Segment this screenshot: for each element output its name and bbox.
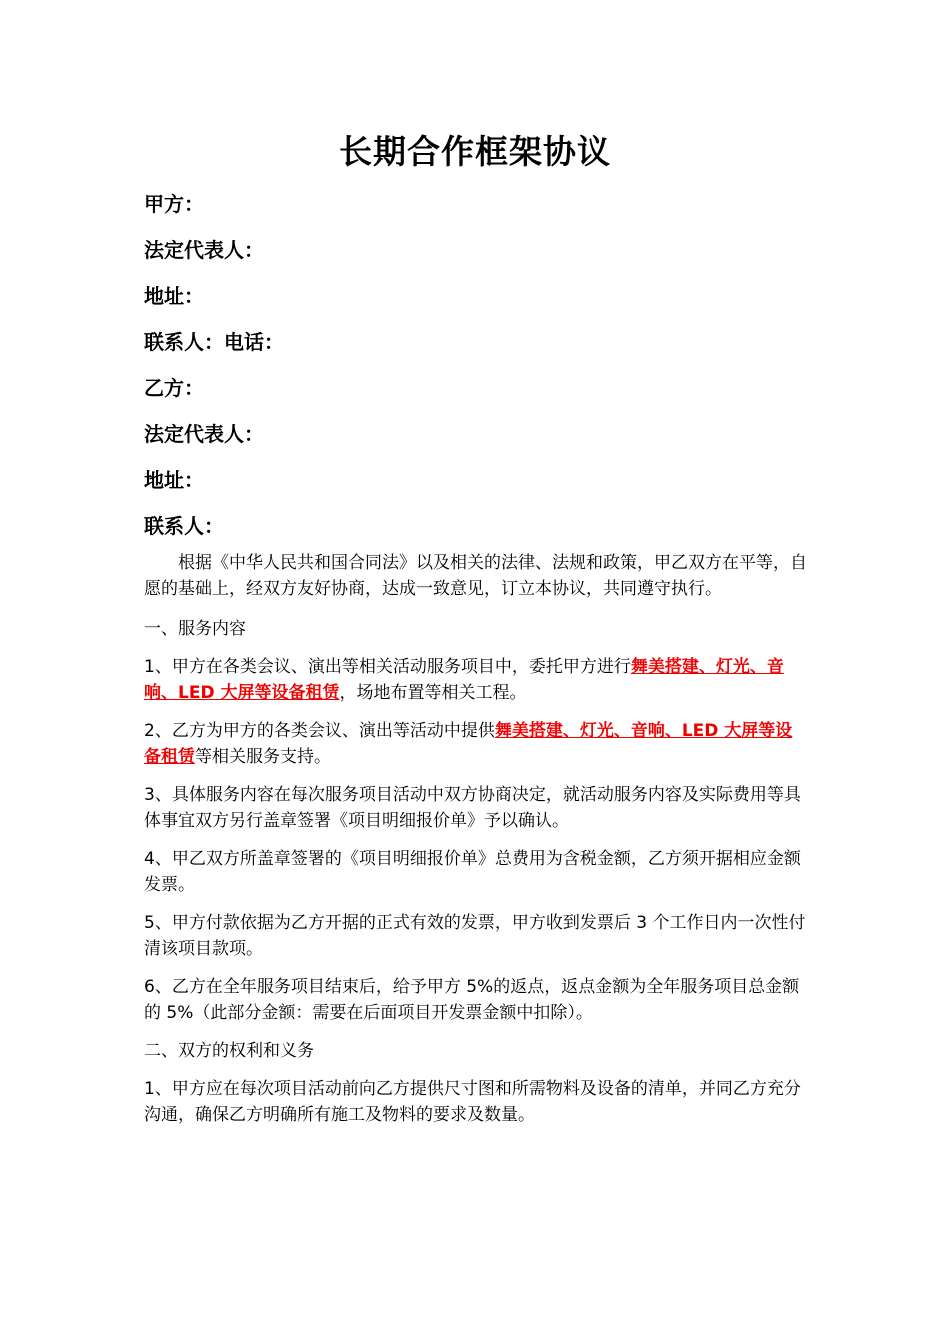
party-a-address-label: 地址： (144, 284, 204, 308)
clause-1-6: 6、乙方在全年服务项目结束后，给予甲方 5%的返点，返点金额为全年服务项目总金额的 5%（此部分金额：需要在后面项目开发票金额中扣除）。 (144, 977, 800, 1023)
clause-1-5: 5、甲方付款依据为乙方开据的正式有效的发票，甲方收到发票后 3 个工作日内一次性付清该项目款项。 (144, 913, 806, 959)
party-b-contact-label: 联系人： (144, 514, 224, 538)
clause-1-2 (144, 718, 808, 770)
clause-1-2-tail: 等相关服务支持。 (195, 747, 331, 767)
agreement-body (144, 550, 808, 1140)
party-b-address-label: 地址： (144, 468, 204, 492)
clause-1-1-highlight: 舞美搭建、灯光、音响、LED 大屏等设备租赁 (144, 657, 784, 703)
clause-2-1: 1、甲方应在每次项目活动前向乙方提供尺寸图和所需物料及设备的清单，并同乙方充分沟通，确保乙方明确所有施工及物料的要求及数量。 (144, 1079, 801, 1125)
clause-1-2-highlight: 舞美搭建、灯光、音响、LED 大屏等设备租赁 (144, 721, 793, 767)
party-a-contact-label: 联系人：电话： (144, 330, 284, 354)
clause-1-1-text: 1、甲方在各类会议、演出等相关活动服务项目中，委托甲方进行 (144, 657, 631, 677)
clause-1-4: 4、甲乙双方所盖章签署的《项目明细报价单》总费用为含税金额，乙方须开据相应金额发票。 (144, 849, 801, 895)
intro-paragraph: 根据《中华人民共和国合同法》以及相关的法律、法规和政策，甲乙双方在平等，自愿的基础上，经双方友好协商，达成一致意见，订立本协议，共同遵守执行。 (144, 553, 807, 599)
party-b-rep-label: 法定代表人： (144, 422, 264, 446)
party-b-name-label: 乙方： (144, 376, 204, 400)
party-a-name-label: 甲方： (144, 192, 204, 216)
section-heading-rights: 二、双方的权利和义务 (144, 1041, 314, 1061)
clause-1-1-tail: ，场地布置等相关工程。 (339, 683, 527, 703)
clause-1-3: 3、具体服务内容在每次服务项目活动中双方协商决定，就活动服务内容及实际费用等具体事宜双方另行盖章签署《项目明细报价单》予以确认。 (144, 785, 801, 831)
clause-1-2-text: 2、乙方为甲方的各类会议、演出等活动中提供 (144, 721, 495, 741)
section-heading-services: 一、服务内容 (144, 619, 246, 639)
clause-1-1 (144, 654, 808, 706)
document-title: 长期合作框架协议 (339, 132, 611, 171)
party-a-rep-label: 法定代表人： (144, 238, 264, 262)
